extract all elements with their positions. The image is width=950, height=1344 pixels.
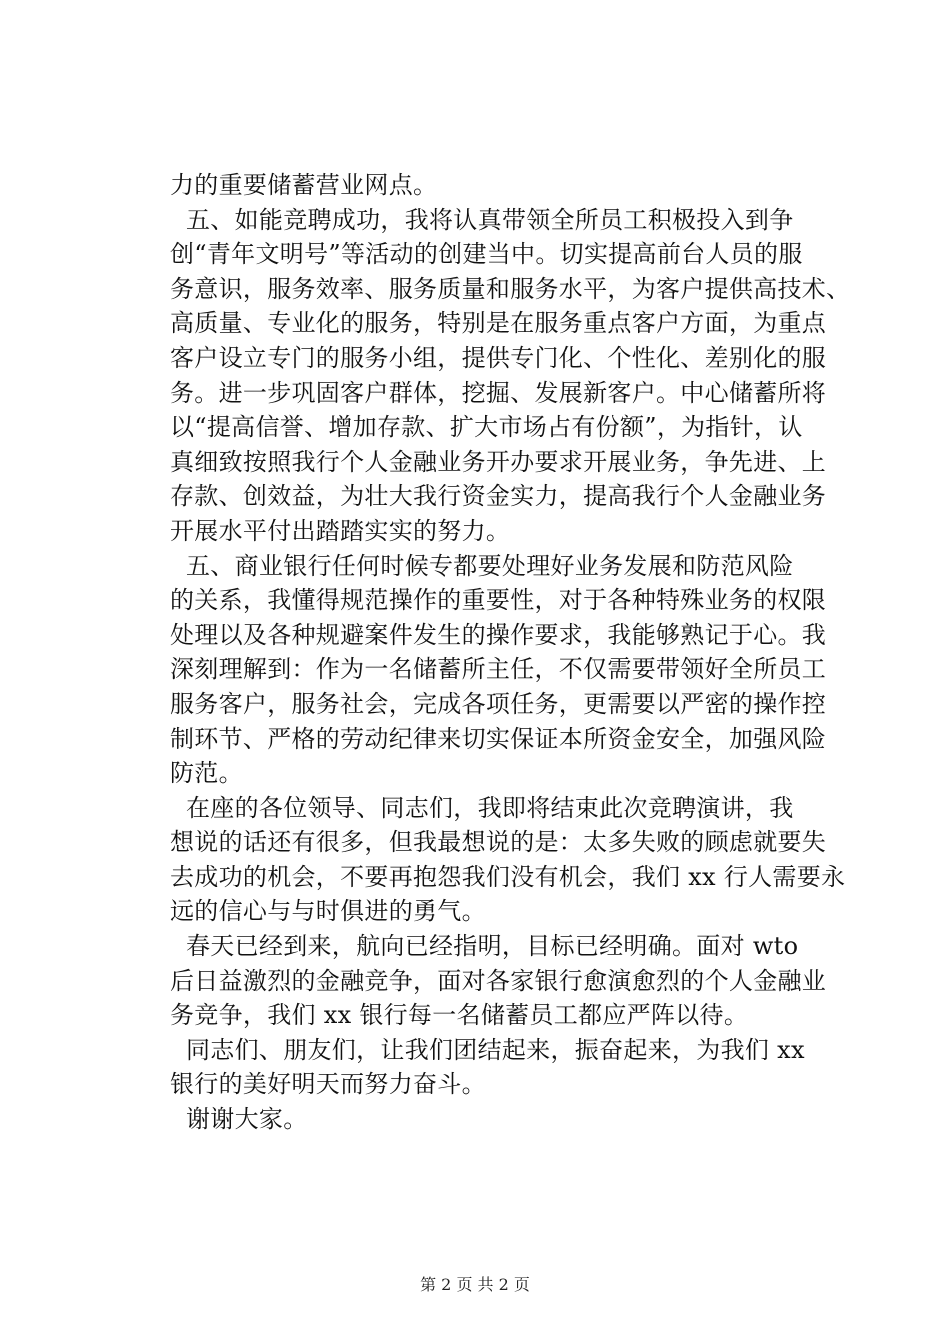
text-line: 处理以及各种规避案件发生的操作要求，我能够熟记于心。我 [170, 620, 827, 649]
text-line: 服务客户，服务社会，完成各项任务，更需要以严密的操作控 [170, 689, 827, 718]
text-line: 后日益激烈的金融竞争，面对各家银行愈演愈烈的个人金融业 [170, 966, 827, 995]
text-line: 在座的各位领导、同志们，我即将结束此次竞聘演讲，我 [186, 793, 794, 822]
text-line: 以“提高信誉、增加存款、扩大市场占有份额”，为指针，认 [170, 413, 803, 442]
text-line: 务竞争，我们 xx 银行每一名储蓄员工都应严阵以待。 [170, 1001, 749, 1030]
text-line: 深刻理解到：作为一名储蓄所主任，不仅需要带领好全所员工 [170, 655, 827, 684]
text-line: 制环节、严格的劳动纪律来切实保证本所资金安全，加强风险 [170, 724, 827, 753]
text-line: 的关系，我懂得规范操作的重要性，对于各种特殊业务的权限 [170, 586, 827, 615]
text-line: 开展水平付出踏踏实实的努力。 [170, 516, 511, 545]
text-line: 五、商业银行任何时候专都要处理好业务发展和防范风险 [186, 551, 794, 580]
text-line: 去成功的机会，不要再抱怨我们没有机会，我们 xx 行人需要永 [170, 862, 846, 891]
text-line: 真细致按照我行个人金融业务开办要求开展业务，争先进、上 [170, 447, 827, 476]
text-line: 创“青年文明号”等活动的创建当中。切实提高前台人员的服 [170, 240, 803, 269]
text-line: 远的信心与与时俱进的勇气。 [170, 897, 486, 926]
text-line: 春天已经到来，航向已经指明，目标已经明确。面对 wto [186, 932, 799, 961]
text-line: 谢谢大家。 [186, 1105, 308, 1134]
page-number-footer: 第 2 页 共 2 页 [420, 1275, 530, 1294]
text-line: 银行的美好明天而努力奋斗。 [170, 1070, 486, 1099]
text-line: 客户设立专门的服务小组，提供专门化、个性化、差别化的服 [170, 343, 827, 372]
text-line: 防范。 [170, 759, 243, 788]
text-line: 存款、创效益，为壮大我行资金实力，提高我行个人金融业务 [170, 482, 827, 511]
text-line: 务意识，服务效率、服务质量和服务水平，为客户提供高技术、 [170, 274, 851, 303]
text-line: 同志们、朋友们，让我们团结起来，振奋起来，为我们 xx [186, 1035, 805, 1064]
text-line: 高质量、专业化的服务，特别是在服务重点客户方面，为重点 [170, 309, 827, 338]
text-line: 五、如能竞聘成功，我将认真带领全所员工积极投入到争 [186, 205, 794, 234]
text-line: 力的重要储蓄营业网点。 [170, 171, 438, 199]
text-line: 想说的话还有很多，但我最想说的是：太多失败的顾虑就要失 [170, 828, 827, 857]
document-body [170, 168, 850, 1137]
text-line: 务。进一步巩固客户群体，挖掘、发展新客户。中心储蓄所将 [170, 378, 827, 407]
